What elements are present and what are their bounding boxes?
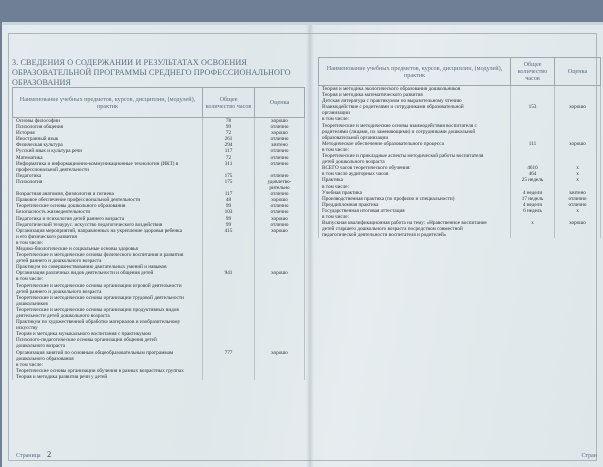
subject-grade: хорошо — [255, 130, 305, 136]
subject-name: Русский язык и культура речи — [13, 148, 203, 154]
subject-hours: 153 — [511, 104, 555, 110]
subject-name: Иностранный язык — [13, 136, 203, 142]
subject-name: дошкольного образования — [13, 356, 203, 362]
subject-name: и его физического развития — [13, 234, 203, 240]
subject-hours: 117 — [203, 191, 255, 197]
subject-grade: х — [555, 208, 601, 214]
subject-hours: 17 недель — [511, 196, 555, 202]
subject-hours: 311 — [203, 161, 255, 167]
subject-name: История — [13, 130, 203, 136]
subject-name: Взаимодействие с родителями и сотрудниками образовательной — [319, 104, 511, 110]
subject-name: Учебная практика — [319, 190, 511, 196]
subject-hours: 261 — [203, 136, 255, 142]
subject-hours: 941 — [203, 270, 255, 276]
subject-grade: отлично — [255, 209, 305, 215]
subject-grade: отлично — [555, 202, 601, 208]
subject-hours: 99 — [203, 124, 255, 130]
subject-name: Теоретические основы организации обучения в разных возрастных группах — [13, 368, 203, 374]
subject-grade: зачтено — [555, 190, 601, 196]
subject-grade: х — [555, 171, 601, 177]
subject-grade: отлично — [255, 124, 305, 130]
subject-name: в том числе аудиторных часов — [319, 171, 511, 177]
subject-grade: отлично — [255, 155, 305, 161]
subject-hours: 111 — [511, 141, 555, 147]
subject-hours — [511, 86, 555, 93]
subject-name: Возрастная анатомия, физиология и гигиена — [13, 191, 203, 197]
page-label: Страница — [16, 453, 41, 459]
subject-name: Информатика и информационно-коммуникационные технологии (ИКТ) в — [13, 161, 203, 167]
subject-name: Преддипломная практика — [319, 202, 511, 208]
subject-hours — [203, 374, 255, 380]
subject-hours: 6 недель — [511, 208, 555, 214]
header-subject-name: Наименование учебных предметов, курсов, дисциплин, (модулей), практик — [13, 88, 203, 118]
subject-name: Организация мероприятий, направленных на укрепление здоровья ребенка — [13, 228, 203, 234]
subject-name: Теория и методика экологического образования дошкольников — [319, 86, 511, 93]
subject-name: профессиональной деятельности — [13, 167, 203, 173]
subject-hours: 103 — [203, 209, 255, 215]
subject-name: детей раннего и дошкольного возраста — [13, 289, 203, 295]
subject-name: образовательной организации — [319, 135, 511, 141]
left-table-body — [13, 118, 305, 381]
header-hours: Общее количество часов — [203, 88, 255, 118]
subject-grade: х — [555, 165, 601, 171]
subject-grade: удовлетво- — [255, 179, 305, 185]
subject-name: дошкольного возраста — [13, 343, 203, 349]
subject-name: Теория и методика музыкального воспитания с практикумом — [13, 331, 203, 337]
subject-hours: 4 недели — [511, 190, 555, 196]
subject-name: Педагогический тезаурус. искусство педагогического воздействия — [13, 222, 203, 228]
subject-grade: рительно — [255, 185, 305, 191]
left-table-header — [13, 88, 305, 118]
right-subjects-table — [318, 57, 601, 238]
subject-name: в том числе: — [319, 214, 511, 220]
subject-name: Педагогика — [13, 173, 203, 179]
subject-grade: отлично — [255, 161, 305, 167]
subject-name: в том числе: — [13, 240, 203, 246]
subject-name: Организация занятий по основным общеобразовательным программам — [13, 350, 203, 356]
subject-hours: 99 — [203, 216, 255, 222]
subject-name: Правовое обеспечение профессиональной деятельности — [13, 197, 203, 203]
subject-name: Организация различных видов деятельности и общения детей — [13, 270, 203, 276]
subject-name: Детская литература с практикумом по выразительному чтению — [319, 98, 511, 104]
subject-hours: 99 — [203, 222, 255, 228]
subject-name: в том числе: — [13, 362, 203, 368]
subject-name: Основы философии — [13, 118, 203, 125]
subject-hours: 4 недели — [511, 202, 555, 208]
page-footer — [16, 450, 51, 459]
subject-name: в том числе: — [319, 147, 511, 153]
page-number: 2 — [47, 450, 52, 459]
subject-name: Психолого-педагогические основы организации общения детей — [13, 337, 203, 343]
subject-grade — [555, 86, 601, 93]
subject-grade: отлично — [255, 136, 305, 142]
subject-name: Теоретические и методические основы организации продуктивных видов — [13, 307, 203, 313]
subject-hours: 415 — [203, 228, 255, 234]
diploma-supplement-sheet — [2, 22, 603, 467]
right-table-header — [319, 58, 601, 86]
subject-grade: отлично — [255, 173, 305, 179]
subject-hours: 175 — [203, 179, 255, 185]
subject-name: ВСЕГО часов теоретического обучения: — [319, 165, 511, 171]
subject-hours: 294 — [203, 142, 255, 148]
header-grade: Оценка — [555, 58, 601, 86]
subject-name: родителями (лицами, их заменяющими) и сотрудниками дошкольной — [319, 129, 511, 135]
subject-grade: хорошо — [555, 104, 601, 110]
subject-grade: хорошо — [555, 141, 601, 147]
table-row — [13, 118, 305, 125]
subject-hours: 175 — [203, 173, 255, 179]
subject-name: Государственная итоговая аттестация — [319, 208, 511, 214]
header-grade: Оценка — [255, 88, 305, 118]
subject-name: Теоретические и прикладные аспекты методической работы воспитателя — [319, 153, 511, 159]
subject-grade: хорошо — [255, 228, 305, 234]
right-table-body — [319, 86, 601, 239]
subject-name: Теоретические основы дошкольного образования — [13, 203, 203, 209]
subject-grade: хорошо — [255, 270, 305, 276]
subject-name: деятельности детей дошкольного возраста — [13, 313, 203, 319]
page-footer-right: Стран — [581, 453, 597, 459]
subject-grade: хорошо — [255, 197, 305, 203]
subject-hours: 777 — [203, 350, 255, 356]
header-subject-name: Наименование учебных предметов, курсов, дисциплин, (модулей), практик — [319, 58, 511, 86]
subject-grade: отлично — [255, 203, 305, 209]
subject-grade: хорошо — [255, 350, 305, 356]
subject-name: Психология общения — [13, 124, 203, 130]
subject-grade: отлично — [555, 196, 601, 202]
subject-name: в том числе: — [319, 184, 511, 190]
subject-hours: 78 — [203, 118, 255, 125]
table-row — [319, 232, 601, 238]
subject-hours: 99 — [203, 203, 255, 209]
header-hours: Общее количество часов — [511, 58, 555, 86]
subject-name: Практикум по художественной обработке материалов и изобразительному — [13, 319, 203, 325]
subject-name: детей старшего дошкольного возраста посредством совместной — [319, 226, 511, 232]
subject-name: Производственная практика (по профилю и специальности) — [319, 196, 511, 202]
table-row — [13, 374, 305, 380]
subject-name: в том числе: — [319, 116, 511, 122]
subject-name: Физическая культура — [13, 142, 203, 148]
subject-hours — [511, 232, 555, 238]
subject-name: Медико-биологические и социальные основы здоровья — [13, 246, 203, 252]
subject-name: Выпускная квалификационная работа на тему: «Нравственное воспитание — [319, 220, 511, 226]
subject-hours: 464 — [511, 171, 555, 177]
subject-name: Практикум по совершенствованию двигательных умений и навыков — [13, 264, 203, 270]
subject-name: Теория и методика развития речи у детей — [13, 374, 203, 380]
subject-grade: хорошо — [255, 216, 305, 222]
subject-grade: отлично — [255, 191, 305, 197]
subject-grade — [555, 232, 601, 238]
subject-name: Практика — [319, 177, 511, 183]
subject-name: Теоретические и методические основы взаимодействия воспитателя с — [319, 123, 511, 129]
subject-name: Теоретические и методические основы физического воспитания и развития — [13, 252, 203, 258]
subject-grade: отлично — [255, 148, 305, 154]
left-subjects-table — [12, 87, 305, 380]
subject-name: Безопасность жизнедеятельности — [13, 209, 203, 215]
subject-name: организации — [319, 110, 511, 116]
subject-name: Психология — [13, 179, 203, 185]
subject-name: Математика — [13, 155, 203, 161]
subject-hours: 48 — [203, 197, 255, 203]
subject-grade: зачтено — [255, 142, 305, 148]
subject-name: искусству — [13, 325, 203, 331]
subject-hours: 72 — [203, 155, 255, 161]
subject-hours: х — [511, 220, 555, 226]
subject-grade: отлично — [255, 222, 305, 228]
subject-hours: 72 — [203, 130, 255, 136]
subject-name: дошкольников — [13, 301, 203, 307]
subject-hours: 4616 — [511, 165, 555, 171]
subject-name: в том числе: — [13, 276, 203, 282]
subject-grade: х — [555, 177, 601, 183]
subject-hours: 117 — [203, 148, 255, 154]
subject-hours: 25 недель — [511, 177, 555, 183]
page-fold — [306, 25, 314, 467]
subject-name: детей раннего и дошкольного возраста — [13, 258, 203, 264]
subject-grade — [255, 374, 305, 380]
subject-name: Педагогика и психология детей раннего возраста — [13, 216, 203, 222]
subject-grade: хорошо — [255, 118, 305, 125]
subject-name: Теория и методика математического развития — [319, 92, 511, 98]
subject-name: Теоретические и методические основы организации трудовой деятельности — [13, 295, 203, 301]
subject-grade: хорошо — [555, 220, 601, 226]
subject-name: педагогической деятельности воспитателя и родителей» — [319, 232, 511, 238]
subject-name: Теоретические и методические основы организации игровой деятельности — [13, 283, 203, 289]
subject-name: Методическое обеспечение образовательного процесса — [319, 141, 511, 147]
subject-name: детей дошкольного возраста — [319, 159, 511, 165]
section-title: 3. СВЕДЕНИЯ О СОДЕРЖАНИИ И РЕЗУЛЬТАТАХ ОСВОЕНИЯ ОБРАЗОВАТЕЛЬНОЙ ПРОГРАММЫ СРЕДНЕГО ПРОФЕССИОНАЛЬНОГО ОБРАЗОВАНИЯ — [12, 58, 291, 87]
table-row — [319, 86, 601, 93]
